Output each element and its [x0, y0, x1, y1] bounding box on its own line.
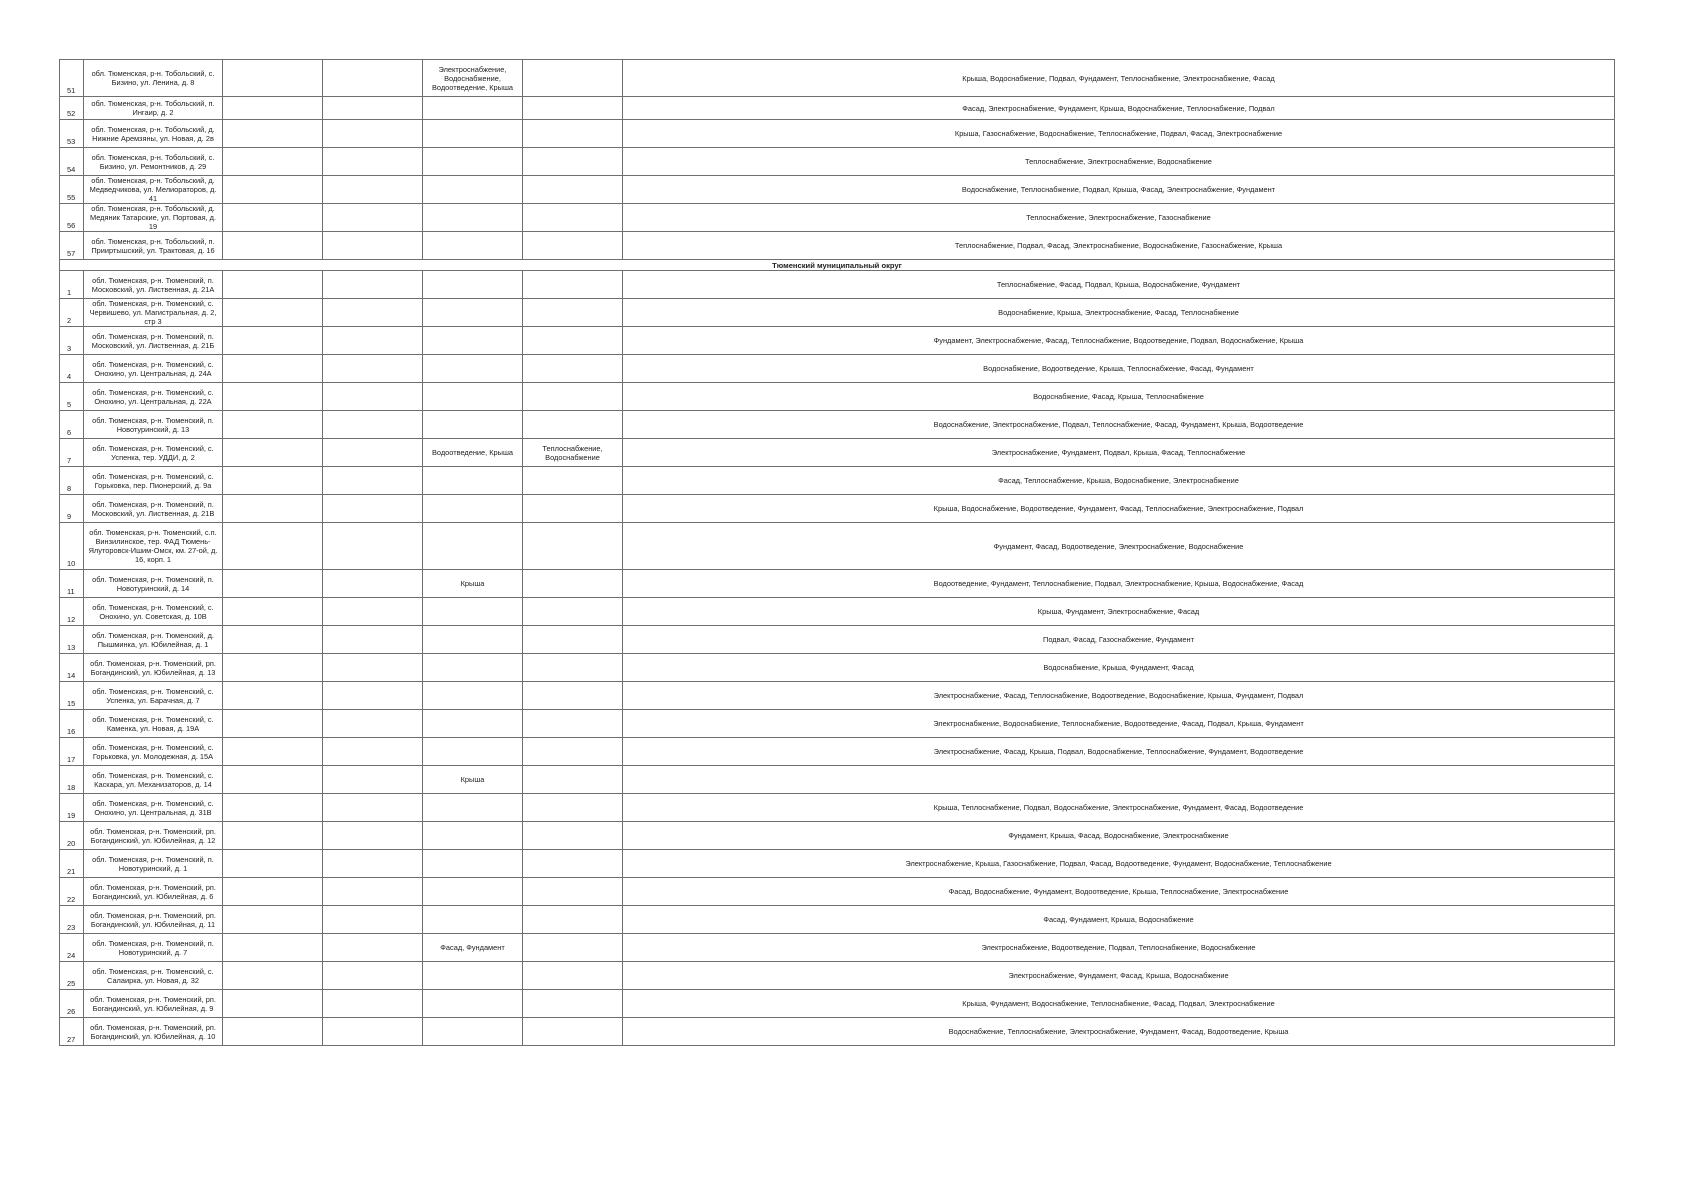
works-list-cell: Крыша, Газоснабжение, Водоснабжение, Теплоснабжение, Подвал, Фасад, Электроснабжение	[623, 120, 1615, 148]
works-list-cell: Водоснабжение, Электроснабжение, Подвал, Теплоснабжение, Фасад, Фундамент, Крыша, Водоотведение	[623, 411, 1615, 439]
column-4-cell	[323, 355, 423, 383]
row-number: 8	[60, 467, 84, 495]
address-cell: обл. Тюменская, р-н. Тюменский, с. Каменка, ул. Новая, д. 19А	[84, 710, 223, 738]
column-4-cell	[323, 60, 423, 97]
works-list-cell: Электроснабжение, Крыша, Газоснабжение, Подвал, Фасад, Водоотведение, Фундамент, Водоснабжение, Теплоснабжение	[623, 850, 1615, 878]
column-6-cell	[523, 654, 623, 682]
table-row	[60, 523, 1615, 570]
column-6-cell	[523, 626, 623, 654]
address-cell: обл. Тюменская, р-н. Тюменский, с.п. Винзилинское, тер. ФАД Тюмень-Ялуторовск-Ишим-Омск, км. 27-ой, д. 16, корп. 1	[84, 523, 223, 570]
column-4-cell	[323, 990, 423, 1018]
row-number: 12	[60, 598, 84, 626]
address-cell: обл. Тюменская, р-н. Тюменский, рп. Богандинский, ул. Юбилейная, д. 6	[84, 878, 223, 906]
works-list-cell: Электроснабжение, Водоотведение, Подвал, Теплоснабжение, Водоснабжение	[623, 934, 1615, 962]
works-list-cell: Теплоснабжение, Электроснабжение, Газоснабжение	[623, 204, 1615, 232]
column-6-cell	[523, 766, 623, 794]
column-6-cell	[523, 411, 623, 439]
address-cell: обл. Тюменская, р-н. Тобольский, с. Бизино, ул. Ремонтников, д. 29	[84, 148, 223, 176]
works-list-cell: Фундамент, Фасад, Водоотведение, Электроснабжение, Водоснабжение	[623, 523, 1615, 570]
column-3-cell	[223, 439, 323, 467]
column-6-cell	[523, 878, 623, 906]
column-4-cell	[323, 232, 423, 260]
row-number: 52	[60, 97, 84, 120]
table-row	[60, 962, 1615, 990]
table-row	[60, 850, 1615, 878]
column-3-cell	[223, 97, 323, 120]
table-row	[60, 878, 1615, 906]
address-cell: обл. Тюменская, р-н. Тюменский, с. Успенка, ул. Барачная, д. 7	[84, 682, 223, 710]
table-row	[60, 467, 1615, 495]
row-number: 10	[60, 523, 84, 570]
column-6-cell	[523, 355, 623, 383]
column-3-cell	[223, 710, 323, 738]
column-4-cell	[323, 176, 423, 204]
table-row	[60, 682, 1615, 710]
address-cell: обл. Тюменская, р-н. Тюменский, п. Новотуринский, д. 1	[84, 850, 223, 878]
address-cell: обл. Тюменская, р-н. Тюменский, с. Онохино, ул. Центральная, д. 22А	[84, 383, 223, 411]
table-row	[60, 97, 1615, 120]
row-number: 2	[60, 299, 84, 327]
works-list-cell: Фасад, Электроснабжение, Фундамент, Крыша, Водоснабжение, Теплоснабжение, Подвал	[623, 97, 1615, 120]
row-number: 16	[60, 710, 84, 738]
table-row	[60, 906, 1615, 934]
column-4-cell	[323, 439, 423, 467]
column-5-cell: Электроснабжение, Водоснабжение, Водоотведение, Крыша	[423, 60, 523, 97]
column-4-cell	[323, 120, 423, 148]
column-5-cell	[423, 822, 523, 850]
row-number: 54	[60, 148, 84, 176]
column-4-cell	[323, 1018, 423, 1046]
column-3-cell	[223, 232, 323, 260]
works-list-cell: Подвал, Фасад, Газоснабжение, Фундамент	[623, 626, 1615, 654]
address-cell: обл. Тюменская, р-н. Тюменский, рп. Богандинский, ул. Юбилейная, д. 9	[84, 990, 223, 1018]
table-row	[60, 766, 1615, 794]
row-number: 1	[60, 271, 84, 299]
column-3-cell	[223, 794, 323, 822]
row-number: 7	[60, 439, 84, 467]
works-list-cell: Водоснабжение, Теплоснабжение, Электроснабжение, Фундамент, Фасад, Водоотведение, Крыша	[623, 1018, 1615, 1046]
works-list-cell	[623, 766, 1615, 794]
column-6-cell	[523, 906, 623, 934]
address-cell: обл. Тюменская, р-н. Тюменский, рп. Богандинский, ул. Юбилейная, д. 10	[84, 1018, 223, 1046]
table-row	[60, 570, 1615, 598]
column-5-cell	[423, 383, 523, 411]
works-list-cell: Теплоснабжение, Подвал, Фасад, Электроснабжение, Водоснабжение, Газоснабжение, Крыша	[623, 232, 1615, 260]
row-number: 56	[60, 204, 84, 232]
address-cell: обл. Тюменская, р-н. Тобольский, п. Прииртышский, ул. Трактовая, д. 16	[84, 232, 223, 260]
works-list-cell: Фасад, Теплоснабжение, Крыша, Водоснабжение, Электроснабжение	[623, 467, 1615, 495]
row-number: 57	[60, 232, 84, 260]
column-6-cell	[523, 682, 623, 710]
column-3-cell	[223, 626, 323, 654]
column-3-cell	[223, 682, 323, 710]
section-title: Тюменский муниципальный округ	[60, 260, 1615, 271]
column-4-cell	[323, 878, 423, 906]
address-cell: обл. Тюменская, р-н. Тюменский, с. Онохино, ул. Советская, д. 10В	[84, 598, 223, 626]
column-6-cell	[523, 176, 623, 204]
column-3-cell	[223, 766, 323, 794]
section-header-row	[60, 260, 1615, 271]
address-cell: обл. Тюменская, р-н. Тобольский, д. Нижние Аремзяны, ул. Новая, д. 2в	[84, 120, 223, 148]
table-row	[60, 148, 1615, 176]
column-3-cell	[223, 570, 323, 598]
works-list-cell: Крыша, Фундамент, Водоснабжение, Теплоснабжение, Фасад, Подвал, Электроснабжение	[623, 990, 1615, 1018]
column-5-cell	[423, 906, 523, 934]
works-list-cell: Теплоснабжение, Электроснабжение, Водоснабжение	[623, 148, 1615, 176]
table-row	[60, 60, 1615, 97]
row-number: 18	[60, 766, 84, 794]
column-3-cell	[223, 411, 323, 439]
column-6-cell	[523, 822, 623, 850]
works-list-cell: Крыша, Водоснабжение, Подвал, Фундамент, Теплоснабжение, Электроснабжение, Фасад	[623, 60, 1615, 97]
table-row	[60, 710, 1615, 738]
row-number: 9	[60, 495, 84, 523]
column-5-cell: Крыша	[423, 570, 523, 598]
column-3-cell	[223, 598, 323, 626]
column-5-cell	[423, 176, 523, 204]
column-5-cell	[423, 232, 523, 260]
table-row	[60, 411, 1615, 439]
address-cell: обл. Тюменская, р-н. Тюменский, рп. Богандинский, ул. Юбилейная, д. 13	[84, 654, 223, 682]
column-4-cell	[323, 906, 423, 934]
address-cell: обл. Тюменская, р-н. Тюменский, с. Салаирка, ул. Новая, д. 32	[84, 962, 223, 990]
works-list-cell: Водоснабжение, Теплоснабжение, Подвал, Крыша, Фасад, Электроснабжение, Фундамент	[623, 176, 1615, 204]
column-3-cell	[223, 523, 323, 570]
address-cell: обл. Тюменская, р-н. Тюменский, рп. Богандинский, ул. Юбилейная, д. 12	[84, 822, 223, 850]
column-5-cell	[423, 204, 523, 232]
address-cell: обл. Тюменская, р-н. Тюменский, с. Червишево, ул. Магистральная, д. 2, стр 3	[84, 299, 223, 327]
column-4-cell	[323, 654, 423, 682]
column-3-cell	[223, 906, 323, 934]
address-cell: обл. Тюменская, р-н. Тюменский, с. Онохино, ул. Центральная, д. 31В	[84, 794, 223, 822]
works-list-cell: Электроснабжение, Фундамент, Подвал, Крыша, Фасад, Теплоснабжение	[623, 439, 1615, 467]
column-6-cell	[523, 738, 623, 766]
column-4-cell	[323, 495, 423, 523]
column-6-cell	[523, 794, 623, 822]
column-5-cell	[423, 1018, 523, 1046]
row-number: 27	[60, 1018, 84, 1046]
column-3-cell	[223, 383, 323, 411]
column-3-cell	[223, 738, 323, 766]
row-number: 21	[60, 850, 84, 878]
table-row	[60, 1018, 1615, 1046]
column-4-cell	[323, 523, 423, 570]
works-list-cell: Водоснабжение, Фасад, Крыша, Теплоснабжение	[623, 383, 1615, 411]
address-cell: обл. Тюменская, р-н. Тюменский, с. Онохино, ул. Центральная, д. 24А	[84, 355, 223, 383]
column-4-cell	[323, 822, 423, 850]
column-4-cell	[323, 598, 423, 626]
column-5-cell	[423, 148, 523, 176]
column-6-cell	[523, 271, 623, 299]
column-5-cell	[423, 271, 523, 299]
column-3-cell	[223, 327, 323, 355]
address-cell: обл. Тюменская, р-н. Тюменский, п. Новотуринский, д. 7	[84, 934, 223, 962]
column-3-cell	[223, 148, 323, 176]
table-row	[60, 355, 1615, 383]
column-6-cell	[523, 148, 623, 176]
works-list-cell: Фасад, Фундамент, Крыша, Водоснабжение	[623, 906, 1615, 934]
column-6-cell	[523, 523, 623, 570]
column-6-cell	[523, 570, 623, 598]
column-3-cell	[223, 878, 323, 906]
column-5-cell	[423, 654, 523, 682]
column-6-cell	[523, 299, 623, 327]
table-row	[60, 271, 1615, 299]
column-4-cell	[323, 467, 423, 495]
column-6-cell	[523, 1018, 623, 1046]
column-5-cell	[423, 990, 523, 1018]
column-5-cell	[423, 355, 523, 383]
column-6-cell	[523, 327, 623, 355]
column-4-cell	[323, 97, 423, 120]
column-6-cell	[523, 962, 623, 990]
row-number: 6	[60, 411, 84, 439]
column-3-cell	[223, 120, 323, 148]
row-number: 14	[60, 654, 84, 682]
column-5-cell	[423, 738, 523, 766]
column-5-cell	[423, 120, 523, 148]
column-5-cell	[423, 626, 523, 654]
column-5-cell	[423, 850, 523, 878]
column-5-cell	[423, 467, 523, 495]
column-5-cell	[423, 878, 523, 906]
column-6-cell	[523, 467, 623, 495]
works-list-cell: Электроснабжение, Фасад, Крыша, Подвал, Водоснабжение, Теплоснабжение, Фундамент, Водоотведение	[623, 738, 1615, 766]
table-row	[60, 383, 1615, 411]
column-4-cell	[323, 204, 423, 232]
column-3-cell	[223, 60, 323, 97]
row-number: 20	[60, 822, 84, 850]
table-body	[60, 60, 1615, 1046]
repair-plan-table	[59, 59, 1615, 1046]
column-4-cell	[323, 148, 423, 176]
row-number: 13	[60, 626, 84, 654]
column-6-cell	[523, 850, 623, 878]
column-5-cell	[423, 495, 523, 523]
row-number: 51	[60, 60, 84, 97]
column-5-cell	[423, 523, 523, 570]
table-row	[60, 176, 1615, 204]
column-4-cell	[323, 794, 423, 822]
row-number: 53	[60, 120, 84, 148]
column-4-cell	[323, 738, 423, 766]
row-number: 5	[60, 383, 84, 411]
column-5-cell	[423, 411, 523, 439]
row-number: 24	[60, 934, 84, 962]
row-number: 4	[60, 355, 84, 383]
column-6-cell	[523, 204, 623, 232]
column-6-cell	[523, 710, 623, 738]
column-4-cell	[323, 299, 423, 327]
row-number: 19	[60, 794, 84, 822]
column-4-cell	[323, 710, 423, 738]
works-list-cell: Фундамент, Крыша, Фасад, Водоснабжение, Электроснабжение	[623, 822, 1615, 850]
column-5-cell	[423, 299, 523, 327]
column-4-cell	[323, 626, 423, 654]
column-6-cell: Теплоснабжение, Водоснабжение	[523, 439, 623, 467]
column-6-cell	[523, 60, 623, 97]
row-number: 26	[60, 990, 84, 1018]
table-row	[60, 626, 1615, 654]
table-row	[60, 654, 1615, 682]
column-3-cell	[223, 355, 323, 383]
table-row	[60, 990, 1615, 1018]
row-number: 11	[60, 570, 84, 598]
works-list-cell: Водоснабжение, Крыша, Электроснабжение, Фасад, Теплоснабжение	[623, 299, 1615, 327]
column-5-cell	[423, 682, 523, 710]
table-row	[60, 822, 1615, 850]
column-6-cell	[523, 383, 623, 411]
works-list-cell: Крыша, Теплоснабжение, Подвал, Водоснабжение, Электроснабжение, Фундамент, Фасад, Водоотведение	[623, 794, 1615, 822]
column-4-cell	[323, 682, 423, 710]
column-3-cell	[223, 467, 323, 495]
address-cell: обл. Тюменская, р-н. Тюменский, рп. Богандинский, ул. Юбилейная, д. 11	[84, 906, 223, 934]
table-row	[60, 204, 1615, 232]
column-3-cell	[223, 204, 323, 232]
column-6-cell	[523, 934, 623, 962]
row-number: 3	[60, 327, 84, 355]
address-cell: обл. Тюменская, р-н. Тюменский, с. Горьковка, ул. Молодежная, д. 15А	[84, 738, 223, 766]
row-number: 15	[60, 682, 84, 710]
column-4-cell	[323, 962, 423, 990]
row-number: 23	[60, 906, 84, 934]
table-row	[60, 120, 1615, 148]
table-row	[60, 598, 1615, 626]
column-5-cell: Крыша	[423, 766, 523, 794]
address-cell: обл. Тюменская, р-н. Тюменский, п. Новотуринский, д. 13	[84, 411, 223, 439]
table-row	[60, 495, 1615, 523]
works-list-cell: Теплоснабжение, Фасад, Подвал, Крыша, Водоснабжение, Фундамент	[623, 271, 1615, 299]
works-list-cell: Фасад, Водоснабжение, Фундамент, Водоотведение, Крыша, Теплоснабжение, Электроснабжение	[623, 878, 1615, 906]
column-3-cell	[223, 654, 323, 682]
column-4-cell	[323, 327, 423, 355]
column-5-cell	[423, 962, 523, 990]
column-4-cell	[323, 766, 423, 794]
address-cell: обл. Тюменская, р-н. Тюменский, с. Успенка, тер. УДДИ, д. 2	[84, 439, 223, 467]
table-row	[60, 439, 1615, 467]
column-5-cell	[423, 710, 523, 738]
column-4-cell	[323, 850, 423, 878]
column-3-cell	[223, 850, 323, 878]
works-list-cell: Водоотведение, Фундамент, Теплоснабжение, Подвал, Электроснабжение, Крыша, Водоснабжение, Фасад	[623, 570, 1615, 598]
column-3-cell	[223, 962, 323, 990]
address-cell: обл. Тюменская, р-н. Тобольский, д. Медведчикова, ул. Мелиораторов, д. 41	[84, 176, 223, 204]
column-6-cell	[523, 598, 623, 626]
works-list-cell: Крыша, Фундамент, Электроснабжение, Фасад	[623, 598, 1615, 626]
address-cell: обл. Тюменская, р-н. Тюменский, п. Московский, ул. Лиственная, д. 21А	[84, 271, 223, 299]
works-list-cell: Электроснабжение, Фундамент, Фасад, Крыша, Водоснабжение	[623, 962, 1615, 990]
address-cell: обл. Тюменская, р-н. Тюменский, п. Московский, ул. Лиственная, д. 21В	[84, 495, 223, 523]
row-number: 55	[60, 176, 84, 204]
column-4-cell	[323, 271, 423, 299]
address-cell: обл. Тюменская, р-н. Тюменский, п. Московский, ул. Лиственная, д. 21Б	[84, 327, 223, 355]
table-row	[60, 299, 1615, 327]
address-cell: обл. Тюменская, р-н. Тюменский, с. Каскара, ул. Механизаторов, д. 14	[84, 766, 223, 794]
column-3-cell	[223, 176, 323, 204]
column-6-cell	[523, 97, 623, 120]
address-cell: обл. Тюменская, р-н. Тюменский, п. Новотуринский, д. 14	[84, 570, 223, 598]
table-row	[60, 232, 1615, 260]
column-3-cell	[223, 990, 323, 1018]
column-4-cell	[323, 383, 423, 411]
table-row	[60, 934, 1615, 962]
column-3-cell	[223, 271, 323, 299]
works-list-cell: Электроснабжение, Фасад, Теплоснабжение, Водоотведение, Водоснабжение, Крыша, Фундамент, Подвал	[623, 682, 1615, 710]
column-3-cell	[223, 299, 323, 327]
column-5-cell	[423, 794, 523, 822]
works-list-cell: Фундамент, Электроснабжение, Фасад, Теплоснабжение, Водоотведение, Подвал, Водоснабжение, Крыша	[623, 327, 1615, 355]
column-4-cell	[323, 411, 423, 439]
column-6-cell	[523, 120, 623, 148]
address-cell: обл. Тюменская, р-н. Тюменский, д. Пышминка, ул. Юбилейная, д. 1	[84, 626, 223, 654]
table-row	[60, 327, 1615, 355]
address-cell: обл. Тюменская, р-н. Тобольский, д. Медяник Татарские, ул. Портовая, д. 19	[84, 204, 223, 232]
works-list-cell: Водоснабжение, Крыша, Фундамент, Фасад	[623, 654, 1615, 682]
column-4-cell	[323, 934, 423, 962]
row-number: 25	[60, 962, 84, 990]
column-3-cell	[223, 1018, 323, 1046]
row-number: 22	[60, 878, 84, 906]
column-3-cell	[223, 822, 323, 850]
column-5-cell	[423, 97, 523, 120]
column-6-cell	[523, 232, 623, 260]
column-3-cell	[223, 934, 323, 962]
address-cell: обл. Тюменская, р-н. Тобольский, п. Ингаир, д. 2	[84, 97, 223, 120]
column-5-cell: Водоотведение, Крыша	[423, 439, 523, 467]
table-row	[60, 738, 1615, 766]
column-4-cell	[323, 570, 423, 598]
column-3-cell	[223, 495, 323, 523]
column-6-cell	[523, 990, 623, 1018]
row-number: 17	[60, 738, 84, 766]
works-list-cell: Водоснабжение, Водоотведение, Крыша, Теплоснабжение, Фасад, Фундамент	[623, 355, 1615, 383]
works-list-cell: Крыша, Водоснабжение, Водоотведение, Фундамент, Фасад, Теплоснабжение, Электроснабжение, Подвал	[623, 495, 1615, 523]
address-cell: обл. Тюменская, р-н. Тобольский, с. Бизино, ул. Ленина, д. 8	[84, 60, 223, 97]
address-cell: обл. Тюменская, р-н. Тюменский, с. Горьковка, пер. Пионерский, д. 9а	[84, 467, 223, 495]
works-list-cell: Электроснабжение, Водоснабжение, Теплоснабжение, Водоотведение, Фасад, Подвал, Крыша, Фундамент	[623, 710, 1615, 738]
column-5-cell	[423, 327, 523, 355]
column-6-cell	[523, 495, 623, 523]
column-5-cell: Фасад, Фундамент	[423, 934, 523, 962]
table-row	[60, 794, 1615, 822]
column-5-cell	[423, 598, 523, 626]
